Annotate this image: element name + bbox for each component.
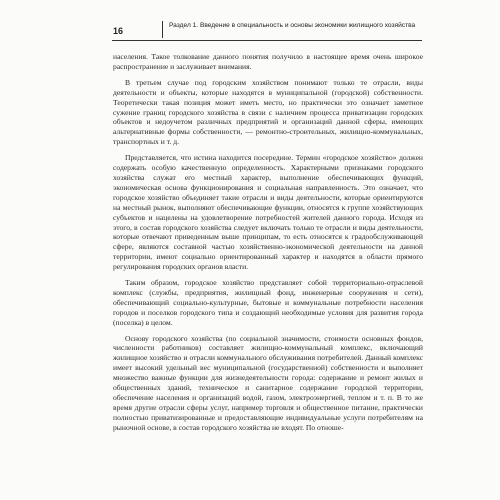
paragraph: Таким образом, городское хозяйство представляет собой территориально-отраслевой комплекс (службы, предприятия, жилищный фонд, инженерные сооружения и сети), обеспечивающий социально-культурные, бытовые и коммунальные потребности населения городов и поселков городского типа и создающий необходимые условия для развития города (поселка) в целом. [113,278,423,327]
running-title: Раздел 1. Введение в специальность и основы экономики жилищного хозяйства [162,21,422,38]
page-number: 16 [113,26,124,36]
body-text [113,52,423,433]
paragraph: Основу городского хозяйства (по социальной значимости, стоимости основных фондов, численности работников) составляет жилищно-коммунальный комплекс, включающий жилищное хозяйство и отрасли коммунального обслуживания потребителей. Данный комплекс имеет высокий удельный вес муниципальной (государственной) собственности и выполняет множество важные функции для жизнедеятельности города: содержание и ремонт жилых и общественных зданий, техническое и санитарное содержание городской территории, обеспечение населения и организаций водой, газом, электроэнергией, теплом и т. п. В то же время другие отрасли сферы услуг, например торговля и общественное питание, практически полностью приватизированные и предоставляющие индивидуальные услуги потребителям на рыночной основе, в состав городского хозяйства не входят. По отноше- [113,333,423,432]
paragraph: Представляется, что истина находится посередине. Термин «городское хозяйство» должен содержать особую качественную определенность. Характерными признаками городского хозяйства служат его местный характер, выполнение обеспечивающих функций, экономическая основа функционирования и социальная направленность. Это означает, что городское хозяйство объединяет такие отрасли и виды деятельности, которые ориентируются на местный рынок, выполняют обеспечивающие функции, относятся к группе хозяйствующих субъектов и нацелены на удовлетворение потребностей жителей данного города. Исходя из этого, в состав городского хозяйства следует включать только те отрасли и виды деятельности, которые отвечают приведенным выше принципам, то есть относятся к градообслуживающей сфере, являются составной частью хозяйственно-экономической деятельности на данной территории, имеют социально ориентированный характер и находятся в области прямого регулирования городских органов власти. [113,153,423,272]
paragraph: В третьем случае под городским хозяйством понимают только те отрасли, виды деятельности и объекты, которые находятся в муниципальной (городской) собственности. Теоретически такая позиция может иметь место, но практически это означает заметное сужение границ городского хозяйства в связи с наличием процесса приватизации городских объектов и недоучетом различных предприятий и организаций данной сферы, имеющих альтернативные формы собственности, — ремонтно-строительных, жилищно-коммунальных, транспортных и т. д. [113,77,423,147]
paragraph-continuation: населения. Такое толкование данного понятия получило в настоящее время очень широкое распространение и заслуживает внимания. [113,52,423,71]
